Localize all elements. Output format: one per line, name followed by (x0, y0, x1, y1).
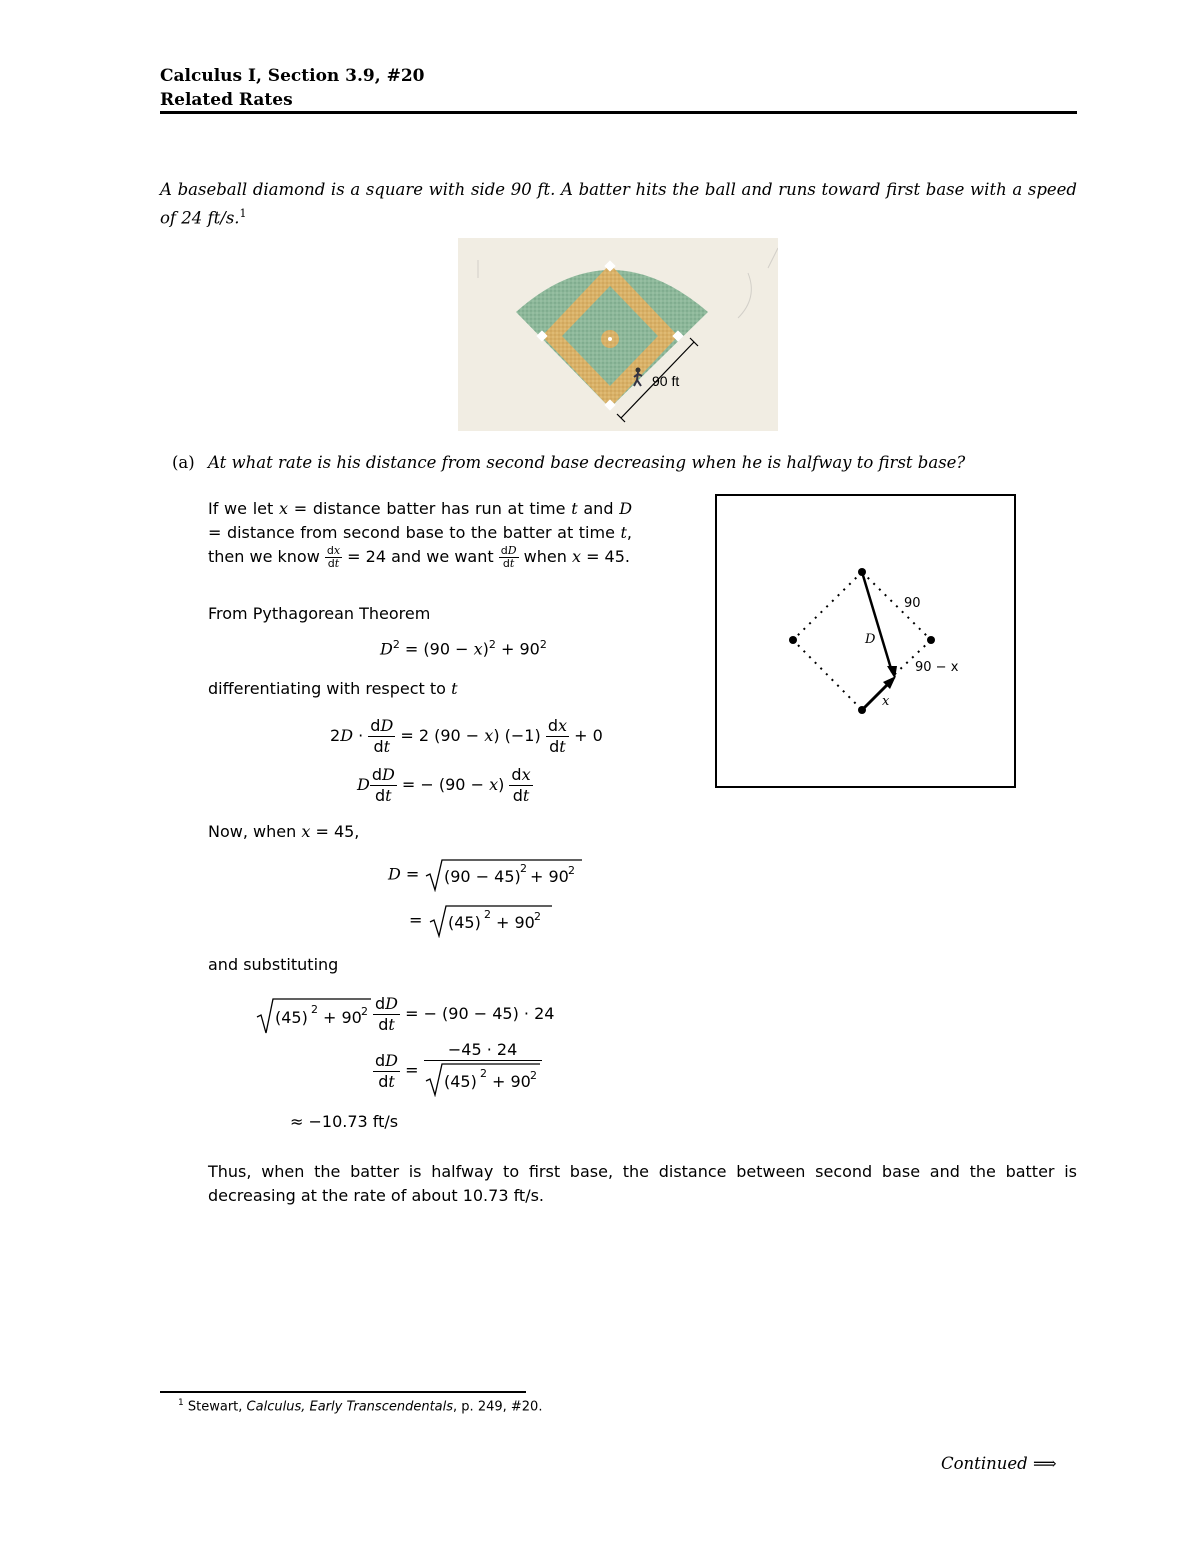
label-90: 90 (904, 596, 921, 611)
svg-text:2: 2 (361, 1004, 368, 1018)
svg-text:2: 2 (533, 910, 541, 923)
setup-text: If we let (208, 499, 274, 518)
footnote-prefix: Stewart, (187, 1399, 243, 1415)
page-title: Calculus I, Section 3.9, #20 (160, 66, 425, 86)
equation-derivative-2: D $\frac{dD}{dt}$ = − (90 − x) $\frac{dx}{dt}$ (357, 765, 531, 805)
var-x: x (301, 822, 311, 841)
now-text: Now, when (208, 822, 297, 841)
svg-text:2: 2 (311, 1002, 318, 1016)
footnote (178, 1398, 542, 1414)
setup-text: = distance batter has run at time (293, 499, 566, 518)
svg-text:2: 2 (483, 908, 491, 921)
svg-text:+ 90: + 90 (323, 1007, 362, 1027)
var-D: D (619, 499, 633, 518)
setup-text: = 45. (586, 547, 630, 566)
footnote-ref: 1 (239, 207, 247, 220)
svg-text:+ 90: + 90 (495, 913, 535, 932)
footnote-mark: 1 (178, 1398, 184, 1408)
continued-text: Continued (941, 1454, 1028, 1473)
label-x: x (882, 694, 890, 709)
diagram-box (715, 494, 1016, 788)
var-t: t (620, 523, 627, 542)
fraction-dx-dt: $\frac{dx}{dt}$ (326, 544, 341, 570)
svg-text:2: 2 (529, 1069, 537, 1082)
continued-arrow-icon: ⟹ (1032, 1454, 1057, 1473)
part-a-label: (a) (172, 453, 195, 472)
setup-text: , then we know (208, 523, 633, 566)
sqrt-icon (424, 858, 584, 892)
differentiating-label (208, 677, 458, 701)
footnote-title: Calculus, Early Transcendentals (246, 1399, 454, 1415)
svg-text:(45): (45) (275, 1007, 308, 1027)
setup-text: when (523, 547, 567, 566)
result-value: ≈ −10.73 ft/s (290, 1112, 399, 1131)
part-a-question: At what rate is his distance from second base decreasing when he is halfway to first base? (208, 453, 966, 472)
equation-pythagorean: $D^2 = (90 - x)^2 + 90^2$ (380, 638, 547, 659)
now-label (208, 820, 359, 844)
setup-text: = distance from second base to the batter at time (208, 523, 615, 542)
svg-text:(45): (45) (443, 1072, 477, 1091)
equation-substituted: (45) 2 + 90 2 $\frac{dD}{dt}$ = − (90 − 45) · 24 (255, 994, 554, 1035)
diamond-diagram (717, 496, 1014, 786)
svg-text:(45): (45) (447, 913, 481, 932)
side-length-label: 90 ft (652, 373, 680, 389)
var-t: t (571, 499, 578, 518)
fraction-dD-dt: $\frac{dD}{dt}$ (500, 544, 517, 570)
var-x: x (571, 547, 581, 566)
now-value: = 45, (315, 822, 360, 841)
sqrt-icon (255, 995, 373, 1035)
setup-paragraph (208, 497, 632, 570)
continued-indicator (941, 1454, 1057, 1473)
header-rule (160, 111, 1077, 114)
substituting-label: and substituting (208, 955, 339, 974)
sqrt-icon (424, 1061, 542, 1097)
svg-text:2: 2 (479, 1067, 487, 1080)
svg-text:(90 − 45): (90 − 45) (444, 867, 522, 886)
label-90-minus-x: 90 − x (915, 660, 959, 675)
footnote-rule (160, 1391, 526, 1393)
equation-rate: $\frac{dD}{dt}$ = −45 · 24 (45) 2 + 90 2 (373, 1040, 542, 1102)
problem-text: A baseball diamond is a square with side 90 ft. A batter hits the ball and runs toward first base with a speed of 24 ft/s. (160, 180, 1077, 228)
svg-text:2: 2 (568, 864, 576, 877)
equation-D-value-2: = (45) 2 + 90 2 (409, 904, 554, 938)
sqrt-icon (428, 904, 554, 938)
label-D: D (865, 632, 876, 647)
baseball-field-illustration (458, 238, 778, 431)
svg-text:+ 90: + 90 (491, 1072, 531, 1091)
baseball-diamond-photo (458, 238, 778, 431)
conclusion-paragraph: Thus, when the batter is halfway to first base, the distance between second base and the batter is decreasing at the rate of about 10.73 ft/s. (208, 1162, 1077, 1205)
setup-text: = 24 and we want (347, 547, 494, 566)
pythagorean-label: From Pythagorean Theorem (208, 604, 431, 623)
svg-text:2: 2 (520, 862, 528, 875)
equation-derivative-1: 2D · $\frac{dD}{dt}$ = 2 (90 − x) (−1) $\frac{dx}{dt}$ + 0 (330, 716, 603, 756)
var-x: x (278, 499, 289, 518)
var-t: t (451, 679, 458, 698)
page-subtitle: Related Rates (160, 90, 293, 110)
diff-text: differentiating with respect to (208, 679, 446, 698)
svg-text:+ 90: + 90 (530, 867, 570, 886)
footnote-suffix: , p. 249, #20. (453, 1399, 543, 1415)
problem-statement (160, 178, 1077, 231)
equation-D-value-1: D = (90 − 45) 2 + 90 2 (388, 858, 584, 892)
setup-text: and (583, 499, 614, 518)
